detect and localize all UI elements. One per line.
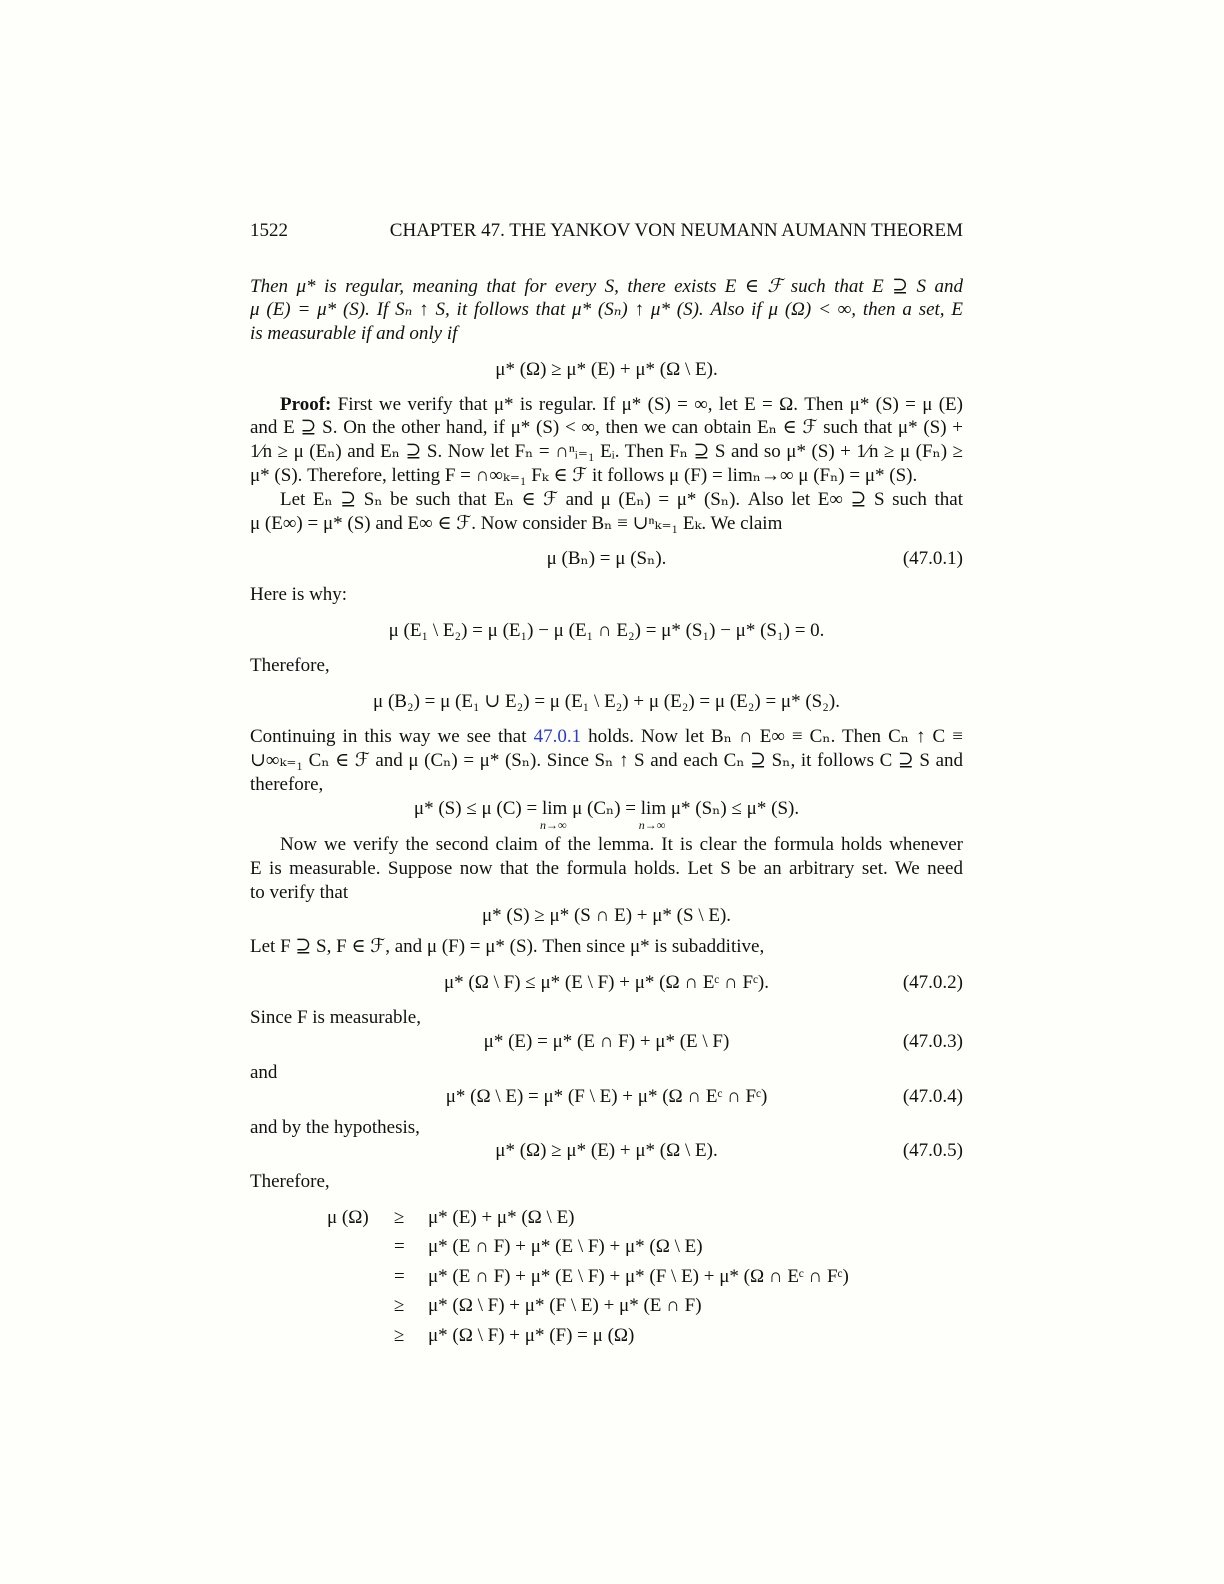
proof-line: [250, 394, 963, 416]
paragraph-line: and by the hypothesis,: [250, 1117, 420, 1138]
theorem-line: is measurable if and only if: [250, 323, 458, 344]
align-rhs: μ* (E) + μ* (Ω \ E): [428, 1207, 575, 1228]
proof-text: First we verify that μ* is regular. If μ* (S) = ∞, let E = Ω. Then μ* (S) = μ (E): [331, 394, 963, 415]
paragraph-line: [250, 726, 963, 748]
align-lhs: μ (Ω): [327, 1207, 369, 1228]
paragraph-text: Here is why:: [250, 584, 348, 605]
equation-text: μ* (Ω \ E) = μ* (F \ E) + μ* (Ω ∩ Eᶜ ∩ Fᶜ): [445, 1086, 768, 1107]
align-rhs: μ* (Ω \ F) + μ* (F) = μ (Ω): [428, 1325, 635, 1346]
equation-text: μ (Bₙ) = μ (Sₙ).: [546, 548, 667, 569]
equation-link[interactable]: 47.0.1: [533, 726, 582, 747]
running-header: [250, 220, 963, 242]
equation-number: (47.0.2): [902, 972, 963, 993]
lim-subscript: n→∞: [539, 818, 567, 832]
equation-text: μ* (Ω) ≥ μ* (E) + μ* (Ω \ E).: [495, 1140, 718, 1161]
paragraph-line: Therefore,: [250, 1171, 330, 1192]
equation: μ* (S) ≥ μ* (S ∩ E) + μ* (S \ E).: [481, 905, 732, 926]
proof-line: μ (E∞) = μ* (S) and E∞ ∈ ℱ. Now consider Bₙ ≡ ∪ⁿₖ₌₁ Eₖ. We claim: [250, 513, 783, 534]
proof-line: Let Eₙ ⊇ Sₙ be such that Eₙ ∈ ℱ and μ (Eₙ) = μ* (Sₙ). Also let E∞ ⊇ S such that: [280, 489, 963, 510]
text: μ (Cₙ) =: [567, 798, 641, 819]
equation-47-0-4: [250, 1086, 963, 1108]
paragraph-line: therefore,: [250, 774, 324, 795]
equation-number: (47.0.3): [902, 1031, 963, 1052]
text: holds. Now let Bₙ ∩ E∞ ≡ Cₙ. Then Cₙ ↑ C ≡: [581, 726, 963, 747]
align-rhs: μ* (E ∩ F) + μ* (E \ F) + μ* (Ω \ E): [428, 1236, 703, 1257]
paragraph-line: Let F ⊇ S, F ∈ ℱ, and μ (F) = μ* (S). Then since μ* is subadditive,: [250, 936, 765, 957]
theorem-line: Then μ* is regular, meaning that for every S, there exists E ∈ ℱ such that E ⊇ S and: [250, 276, 963, 297]
equation: μ (E₁ \ E₂) = μ (E₁) − μ (E₁ ∩ E₂) = μ* (S₁) − μ* (S₁) = 0.: [388, 620, 825, 641]
paragraph-line: to verify that: [250, 882, 349, 903]
paragraph-line: Now we verify the second claim of the lemma. It is clear the formula holds whenever: [280, 834, 963, 855]
paragraph-text: Therefore,: [250, 655, 330, 676]
page-number: 1522: [250, 220, 288, 241]
align-rhs: μ* (E ∩ F) + μ* (E \ F) + μ* (F \ E) + μ* (Ω ∩ Eᶜ ∩ Fᶜ): [428, 1266, 849, 1287]
equation-47-0-3: [250, 1031, 963, 1053]
proof-line: 1⁄n ≥ μ (Eₙ) and Eₙ ⊇ S. Now let Fₙ = ∩ⁿᵢ₌₁ Eᵢ. Then Fₙ ⊇ S and so μ* (S) + 1⁄n ≥ μ (Fₙ) ≥: [250, 441, 963, 462]
text: μ* (Sₙ) ≤ μ* (S).: [666, 798, 800, 819]
paragraph-line: Since F is measurable,: [250, 1007, 421, 1028]
text: Continuing in this way we see that: [250, 726, 534, 747]
text: μ* (S) ≤ μ (C) =: [413, 798, 542, 819]
equation-number: (47.0.1): [902, 548, 963, 569]
align-relation: ≥: [394, 1325, 405, 1346]
lim-subscript: n→∞: [638, 818, 666, 832]
paragraph-line: E is measurable. Suppose now that the formula holds. Let S be an arbitrary set. We need: [250, 858, 963, 879]
equation-47-0-2: [250, 972, 963, 994]
paragraph-line: and: [250, 1062, 278, 1083]
equation-limit: [250, 798, 963, 832]
chapter-title: CHAPTER 47. THE YANKOV VON NEUMANN AUMANN THEOREM: [389, 220, 963, 241]
align-rhs: μ* (Ω \ F) + μ* (F \ E) + μ* (E ∩ F): [428, 1295, 702, 1316]
align-relation: =: [394, 1236, 405, 1257]
paragraph-line: ∪∞ₖ₌₁ Cₙ ∈ ℱ and μ (Cₙ) = μ* (Sₙ). Since Sₙ ↑ S and each Cₙ ⊇ Sₙ, it follows C ⊇ S and: [250, 750, 963, 771]
align-relation: ≥: [394, 1207, 405, 1228]
equation-47-0-1: [250, 548, 963, 570]
theorem-line: μ (E) = μ* (S). If Sₙ ↑ S, it follows that μ* (Sₙ) ↑ μ* (S). Also if μ (Ω) < ∞, then a set, E: [250, 299, 963, 320]
align-relation: =: [394, 1266, 405, 1287]
equation-text: μ* (Ω \ F) ≤ μ* (E \ F) + μ* (Ω ∩ Eᶜ ∩ Fᶜ).: [443, 972, 770, 993]
lim-operator: lim: [541, 798, 568, 819]
align-relation: ≥: [394, 1295, 405, 1316]
proof-line: μ* (S). Therefore, letting F = ∩∞ₖ₌₁ Fₖ ∈ ℱ it follows μ (F) = limₙ→∞ μ (Fₙ) = μ* (S).: [250, 465, 918, 486]
equation-number: (47.0.5): [902, 1140, 963, 1161]
equation-47-0-5: [250, 1140, 963, 1162]
proof-line: and E ⊇ S. On the other hand, if μ* (S) < ∞, then we can obtain Eₙ ∈ ℱ such that μ* (S) +: [250, 417, 963, 438]
equation: μ (B₂) = μ (E₁ ∪ E₂) = μ (E₁ \ E₂) + μ (E₂) = μ (E₂) = μ* (S₂).: [373, 691, 840, 712]
equation-text: μ* (E) = μ* (E ∩ F) + μ* (E \ F): [483, 1031, 730, 1052]
proof-label: Proof:: [280, 394, 332, 415]
equation-number: (47.0.4): [902, 1086, 963, 1107]
theorem-equation: μ* (Ω) ≥ μ* (E) + μ* (Ω \ E).: [495, 359, 718, 380]
lim-operator: lim: [640, 798, 667, 819]
